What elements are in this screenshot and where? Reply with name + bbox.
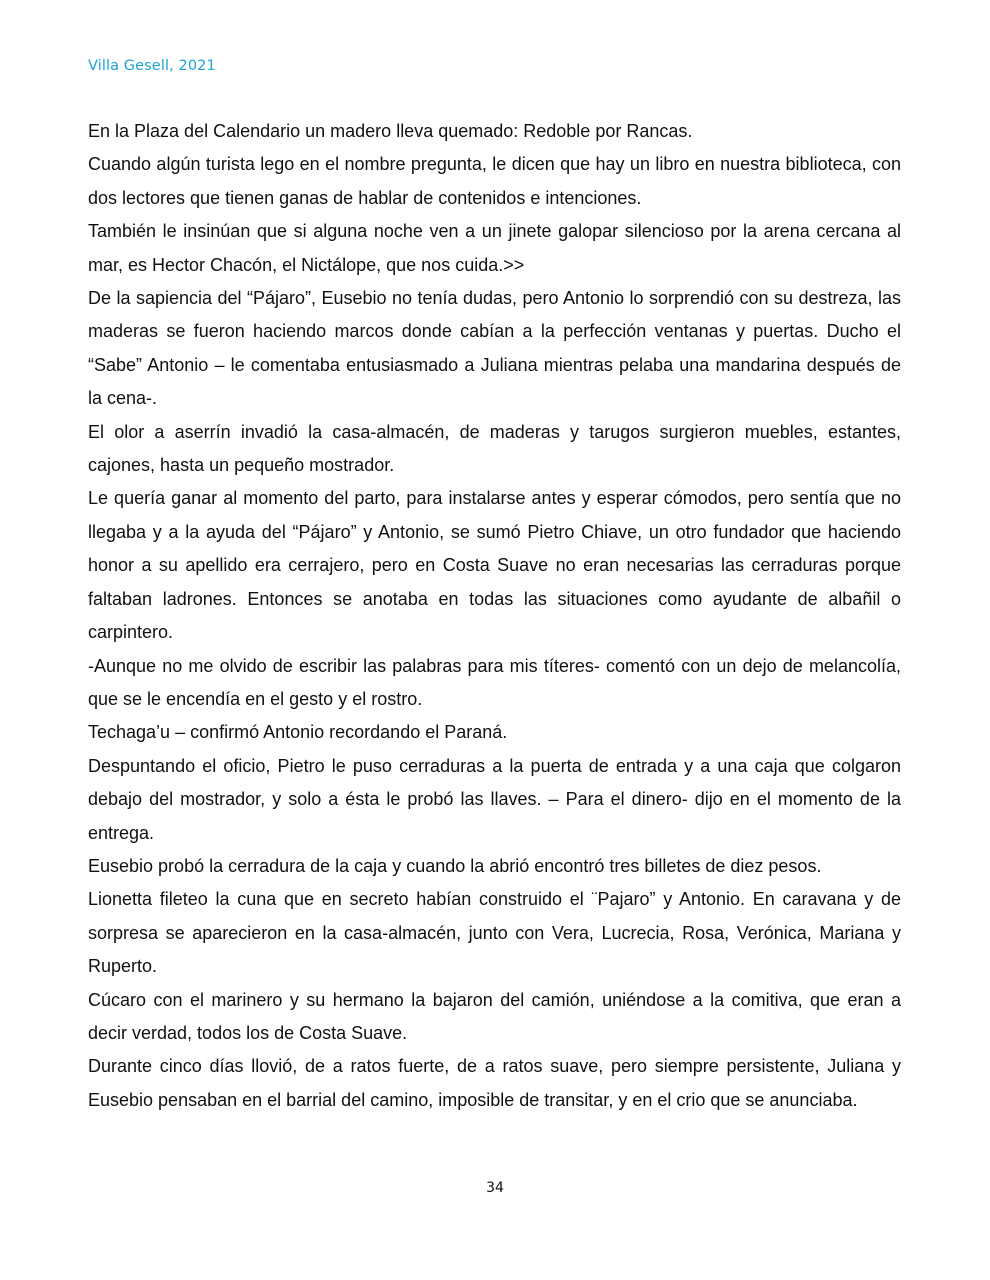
page-number: 34 xyxy=(486,1180,504,1196)
paragraph: Eusebio probó la cerradura de la caja y cuando la abrió encontró tres billetes de diez pesos. xyxy=(88,855,822,876)
paragraph: Cúcaro con el marinero y su hermano la bajaron del camión, uniéndose a la comitiva, que eran a decir verdad, todos los de Costa Suave. xyxy=(88,989,901,1043)
body-text xyxy=(88,115,901,1117)
paragraph: Techaga’u – confirmó Antonio recordando el Paraná. xyxy=(88,722,508,743)
paragraph: Durante cinco días llovió, de a ratos fuerte, de a ratos suave, pero siempre persistente, Juliana y Eusebio pensaban en el barrial del camino, imposible de transitar, y en el crio que se anunciaba. xyxy=(88,1056,901,1110)
paragraph: En la Plaza del Calendario un madero lleva quemado: Redoble por Rancas. xyxy=(88,121,693,141)
paragraph: Cuando algún turista lego en el nombre pregunta, le dicen que hay un libro en nuestra biblioteca, con dos lectores que tienen ganas de hablar de contenidos e intenciones. xyxy=(88,154,901,208)
paragraph: El olor a aserrín invadió la casa-almacén, de maderas y tarugos surgieron muebles, estantes, cajones, hasta un pequeño mostrador. xyxy=(88,421,901,476)
paragraph: De la sapiencia del “Pájaro”, Eusebio no tenía dudas, pero Antonio lo sorprendió con su destreza, las maderas se fueron haciendo marcos donde cabían a la perfección ventanas y puertas. Ducho el “Sabe” Antonio – le comentaba entusiasmado a Juliana mientras pelaba una mandarina después de la cena-. xyxy=(88,288,901,409)
paragraph: Lionetta fileteo la cuna que en secreto habían construido el ¨Pajaro” y Antonio. En caravana y de sorpresa se aparecieron en la casa-almacén, junto con Vera, Lucrecia, Rosa, Verónica, Mariana y Ruperto. xyxy=(88,889,901,977)
page-header: Villa Gesell, 2021 xyxy=(88,58,216,74)
paragraph: -Aunque no me olvido de escribir las palabras para mis títeres- comentó con un dejo de melancolía, que se le encendía en el gesto y el rostro. xyxy=(88,655,901,709)
paragraph: Le quería ganar al momento del parto, para instalarse antes y esperar cómodos, pero sentía que no llegaba y a la ayuda del “Pájaro” y Antonio, se sumó Pietro Chiave, un otro fundador que haciendo honor a su apellido era cerrajero, pero en Costa Suave no eran necesarias las cerraduras porque faltaban ladrones. Entonces se anotaba en todas las situaciones como ayudante de albañil o carpintero. xyxy=(88,488,901,643)
paragraph: Despuntando el oficio, Pietro le puso cerraduras a la puerta de entrada y a una caja que colgaron debajo del mostrador, y solo a ésta le probó las llaves. – Para el dinero- dijo en el momento de la entrega. xyxy=(88,755,901,843)
paragraph: También le insinúan que si alguna noche ven a un jinete galopar silencioso por la arena cercana al mar, es Hector Chacón, el Nictálope, que nos cuida.>> xyxy=(88,221,901,275)
